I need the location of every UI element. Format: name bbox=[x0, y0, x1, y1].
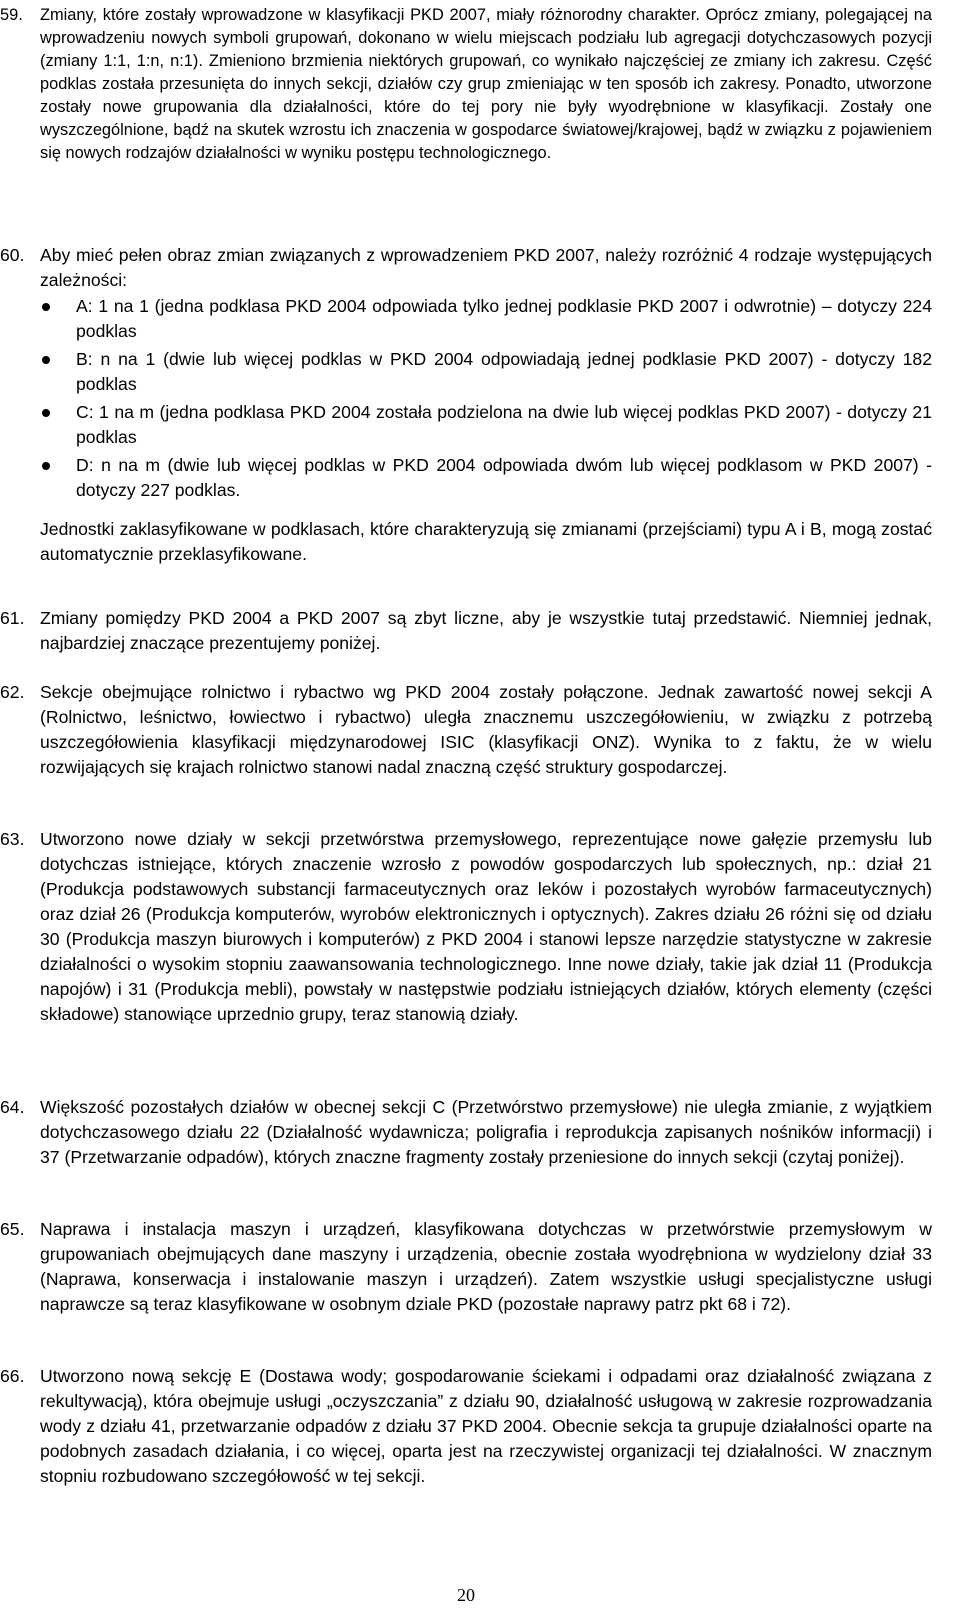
paragraph-number: 61. bbox=[0, 608, 25, 628]
paragraph-text: Naprawa i instalacja maszyn i urządzeń, klasyfikowana dotychczas w przetwórstwie przemysłowym w grupowaniach obejmujących dane maszyny i urządzenia, obecnie została wyodrębniona w wydzielony dział 33 (Naprawa, konserwacja i instalowanie maszyn i urządzeń). Zatem wszystkie usługi specjalistyczne usługi naprawcze są teraz klasyfikowane w osobnym dziale PKD (pozostałe naprawy patrz pkt 68 i 72). bbox=[40, 1219, 932, 1314]
paragraph-61 bbox=[0, 606, 932, 656]
list-item-text: A: 1 na 1 (jedna podklasa PKD 2004 odpowiada tylko jednej podklasie PKD 2007 i odwrotnie) – dotyczy 224 podklas bbox=[76, 296, 932, 341]
bullet-icon bbox=[42, 356, 50, 364]
paragraph-number: 65. bbox=[0, 1219, 25, 1239]
dependency-list bbox=[40, 294, 932, 506]
paragraph-number: 60. bbox=[0, 245, 25, 265]
paragraph-text: Utworzono nowe działy w sekcji przetwórstwa przemysłowego, reprezentujące nowe gałęzie przemysłu lub dotychczas istniejące, których znaczenie wzrosło z powodów gospodarczych lub społecznych, np.: dział 21 (Produkcja podstawowych substancji farmaceutycznych oraz leków i pozostałych wyrobów farmaceutycznych) oraz dział 26 (Produkcja komputerów, wyrobów elektronicznych i optycznych). Zakres działu 26 różni się od działu 30 (Produkcja maszyn biurowych i komputerów) z PKD 2004 i stanowi lepsze narzędzie statystyczne w zakresie działalności o wysokim stopniu zaawansowania technologicznego. Inne nowe działy, takie jak dział 11 (Produkcja napojów) i 31 (Produkcja mebli), powstały w następstwie podziału istniejących działów, których elementy (części składowe) stanowiące uprzednio grupy, teraz stanowią działy. bbox=[40, 829, 932, 1024]
paragraph-number: 59. bbox=[0, 6, 23, 24]
paragraph-62 bbox=[0, 680, 932, 780]
paragraph-text: Aby mieć pełen obraz zmian związanych z wprowadzeniem PKD 2007, należy rozróżnić 4 rodzaje występujących zależności: bbox=[40, 245, 932, 290]
paragraph-65 bbox=[0, 1217, 932, 1317]
list-item bbox=[40, 400, 932, 450]
bullet-icon bbox=[42, 409, 50, 417]
paragraph-60 bbox=[0, 243, 932, 293]
paragraph-text: Zmiany pomiędzy PKD 2004 a PKD 2007 są zbyt liczne, aby je wszystkie tutaj przedstawić. Niemniej jednak, najbardziej znaczące prezentujemy poniżej. bbox=[40, 608, 932, 653]
bullet-icon bbox=[42, 303, 50, 311]
page-number: 20 bbox=[457, 1585, 475, 1605]
paragraph-number: 63. bbox=[0, 829, 25, 849]
paragraph-text: Większość pozostałych działów w obecnej sekcji C (Przetwórstwo przemysłowe) nie uległa zmianie, z wyjątkiem dotychczasowego działu 22 (Działalność wydawnicza; poligrafia i reprodukcja zapisanych nośników informacji) i 37 (Przetwarzanie odpadów), których znaczne fragmenty zostały przeniesione do innych sekcji (czytaj poniżej). bbox=[40, 1097, 932, 1167]
paragraph-60-followup: Jednostki zaklasyfikowane w podklasach, które charakteryzują się zmianami (przejściami) typu A i B, mogą zostać automatycznie przeklasyfikowane. bbox=[40, 519, 932, 564]
paragraph-number: 62. bbox=[0, 682, 25, 702]
list-item bbox=[40, 347, 932, 397]
paragraph-text: Sekcje obejmujące rolnictwo i rybactwo wg PKD 2004 zostały połączone. Jednak zawartość nowej sekcji A (Rolnictwo, leśnictwo, łowiectwo i rybactwo) uległa znacznemu uszczegółowieniu, w związku z potrzebą uszczegółowienia klasyfikacji międzynarodowej ISIC (klasyfikacji ONZ). Wynika to z faktu, że w wielu rozwijających się krajach rolnictwo stanowi nadal znaczną część struktury gospodarczej. bbox=[40, 682, 932, 777]
bullet-icon bbox=[42, 462, 50, 470]
list-item-text: B: n na 1 (dwie lub więcej podklas w PKD 2004 odpowiadają jednej podklasie PKD 2007) - dotyczy 182 podklas bbox=[76, 349, 932, 394]
paragraph-text: Zmiany, które zostały wprowadzone w klasyfikacji PKD 2007, miały różnorodny charakter. Oprócz zmiany, polegającej na wprowadzeniu nowych symboli grupowań, dokonano w wielu miejscach podziału lub agregacji dotychczasowych pozycji (zmiany 1:1, 1:n, n:1). Zmieniono brzmienia niektórych grupowań, co wynikało najczęściej ze zmiany ich zakresu. Część podklas została przesunięta do innych sekcji, działów czy grup zmieniając w ten sposób ich zakresy. Ponadto, utworzone zostały nowe grupowania dla działalności, które do tej pory nie były wyodrębnione w klasyfikacji. Zostały one wyszczególnione, bądź na skutek wzrostu ich znaczenia w gospodarce światowej/krajowej, bądź w związku z pojawieniem się nowych rodzajów działalności w wyniku postępu technologicznego. bbox=[40, 6, 932, 162]
paragraph-number: 64. bbox=[0, 1097, 25, 1117]
paragraph-66 bbox=[0, 1364, 932, 1489]
list-item-text: C: 1 na m (jedna podklasa PKD 2004 została podzielona na dwie lub więcej podklas PKD 2007) - dotyczy 21 podklas bbox=[76, 402, 932, 447]
list-item bbox=[40, 453, 932, 503]
paragraph-59 bbox=[0, 4, 932, 165]
paragraph-text: Utworzono nową sekcję E (Dostawa wody; gospodarowanie ściekami i odpadami oraz działalność związana z rekultywacją), która obejmuje usługi „oczyszczania” z działu 90, działalność usługową w zakresie rozprowadzania wody z działu 41, przetwarzanie odpadów z działu 37 PKD 2004. Obecnie sekcja ta grupuje działalności oparte na podobnych zasadach działania, i co więcej, oparta jest na rzeczywistej organizacji tej działalności. W znacznym stopniu rozbudowano szczegółowość w tej sekcji. bbox=[40, 1366, 932, 1486]
paragraph-64 bbox=[0, 1095, 932, 1170]
paragraph-63 bbox=[0, 827, 932, 1027]
list-item-text: D: n na m (dwie lub więcej podklas w PKD 2004 odpowiada dwóm lub więcej podklasom w PKD 2007) - dotyczy 227 podklas. bbox=[76, 455, 932, 500]
paragraph-number: 66. bbox=[0, 1366, 25, 1386]
list-item bbox=[40, 294, 932, 344]
